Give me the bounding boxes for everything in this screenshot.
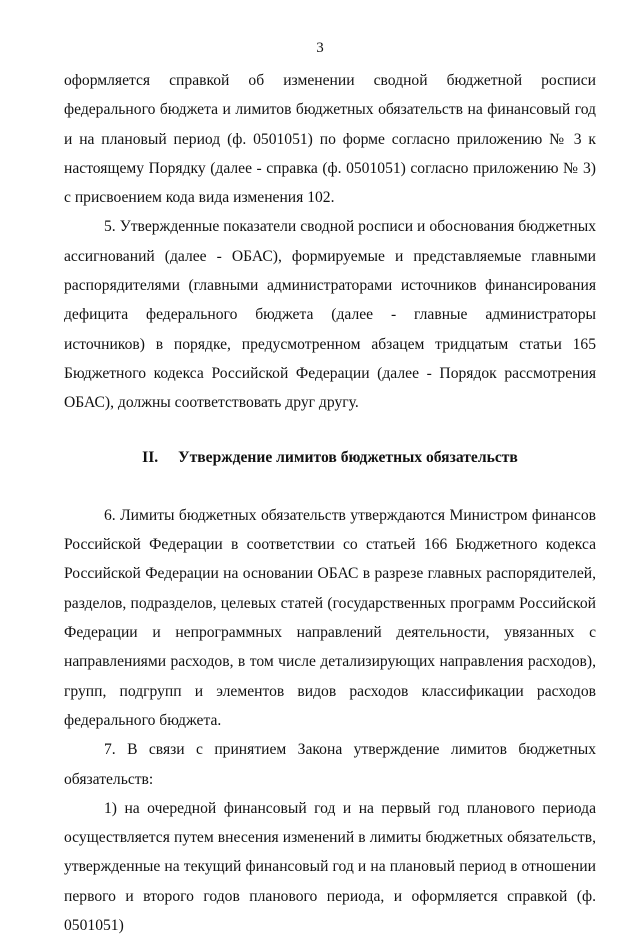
page-number: 3 <box>316 40 324 56</box>
document-body <box>64 66 596 940</box>
paragraph-7-item-1: 1) на очередной финансовый год и на первый год планового периода осуществляется путем внесения изменений в лимиты бюджетных обязательств, утвержденные на текущий финансовый год и на плановый период в отношении первого и второго годов планового периода, и оформляется справкой (ф. 0501051) <box>64 799 596 935</box>
section-heading <box>64 443 596 472</box>
section-title: Утверждение лимитов бюджетных обязательств <box>178 448 518 466</box>
paragraph-5: 5. Утвержденные показатели сводной росписи и обоснования бюджетных ассигнований (далее - ОБАС), формируемые и представляемые главными распорядителями (главными администраторами источников финансирования дефицита федерального бюджета (далее - главные администраторы источников) в порядке, предусмотренном абзацем тридцатым статьи 165 Бюджетного кодекса Российской Федерации (далее - Порядок рассмотрения ОБАС), должны соответствовать друг другу. <box>64 218 596 412</box>
section-number: II. <box>142 448 159 466</box>
paragraph-7: 7. В связи с принятием Закона утверждение лимитов бюджетных обязательств: <box>64 741 596 788</box>
paragraph-continuation: оформляется справкой об изменении сводной бюджетной росписи федерального бюджета и лимитов бюджетных обязательств на финансовый год и на плановый период (ф. 0501051) по форме согласно приложению № 3 к настоящему Порядку (далее - справка (ф. 0501051) согласно приложению № 3) с присвоением кода вида изменения 102. <box>64 72 596 207</box>
paragraph-6: 6. Лимиты бюджетных обязательств утверждаются Министром финансов Российской Федерации в соответствии со статьей 166 Бюджетного кодекса Российской Федерации на основании ОБАС в разрезе главных распорядителей, разделов, подразделов, целевых статей (государственных программ Российской Федерации и непрограммных направлений деятельности, увязанных с направлениями расходов, в том числе детализирующих направления расходов), групп, подгрупп и элементов видов расходов классификации расходов федерального бюджета. <box>64 506 596 729</box>
